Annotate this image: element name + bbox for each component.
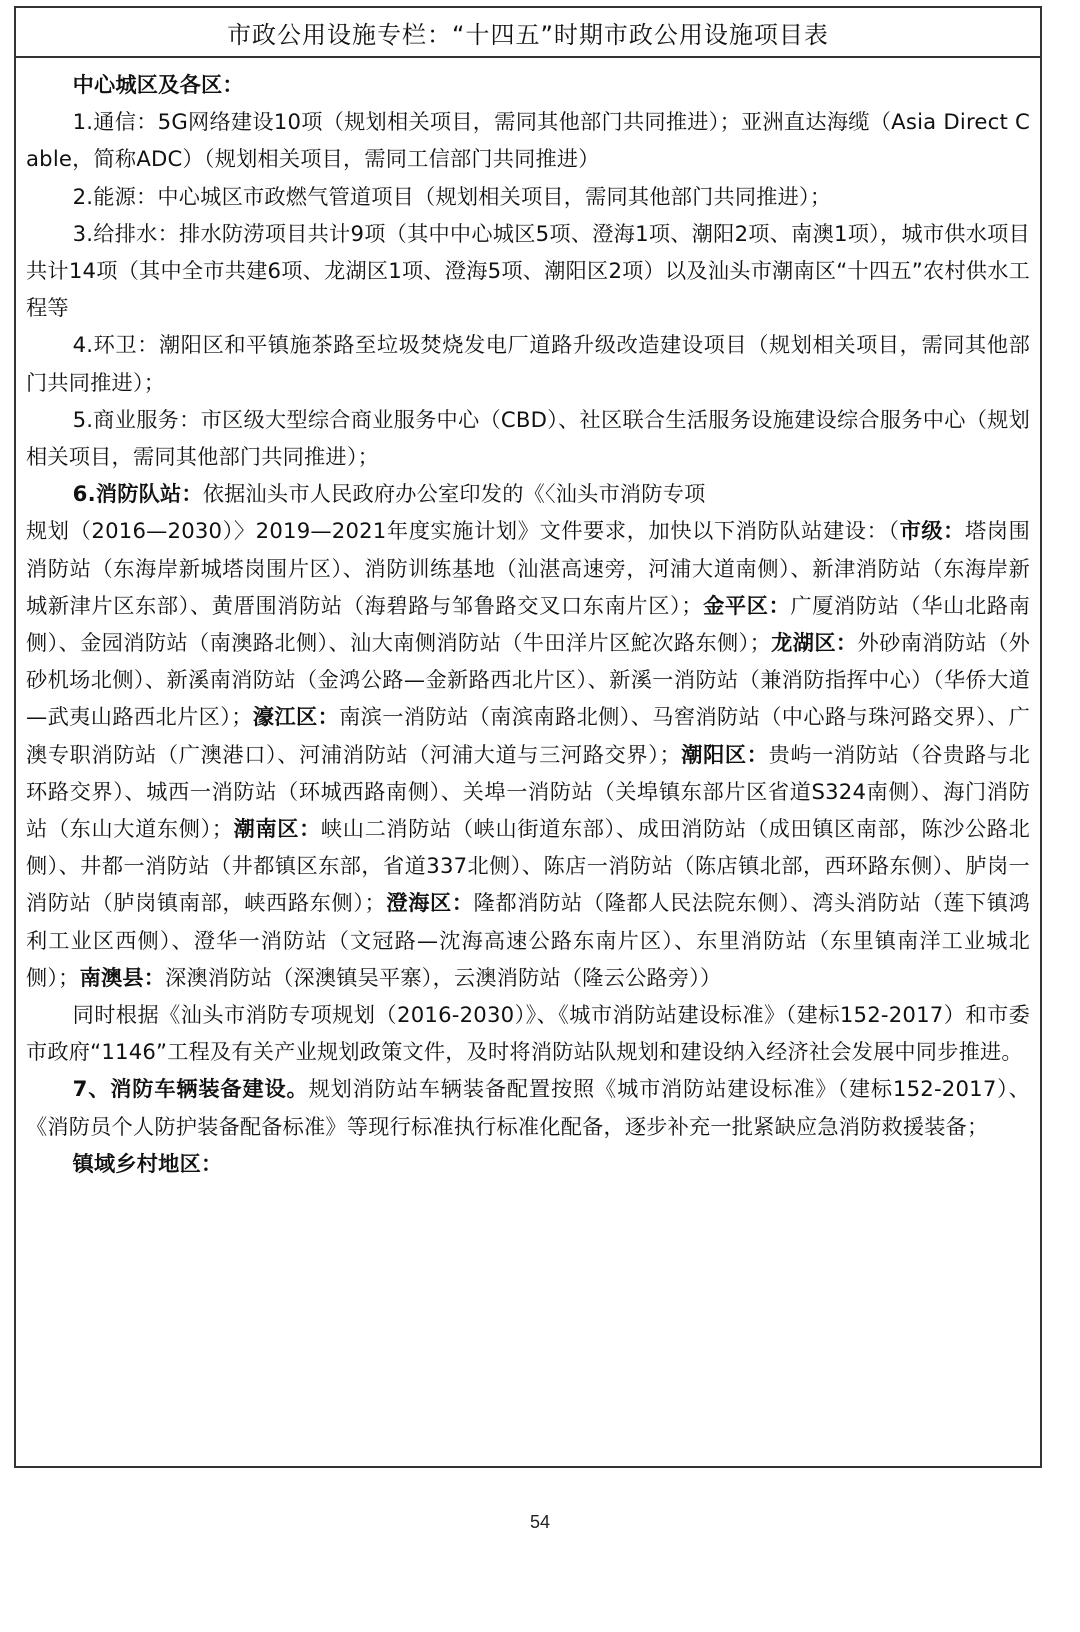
fire-stations-intro-text-2: 规划（2016—2030）〉2019—2021年度实施计划》文件要求，加快以下消防队站建设：（: [26, 518, 900, 544]
nanao-label: 南澳县：: [79, 964, 166, 990]
table-title: 市政公用设施专栏：“十四五”时期市政公用设施项目表: [16, 8, 1040, 58]
longhu-label: 龙湖区：: [770, 630, 858, 656]
chenghai-stations: 隆都消防站（隆都人民法院东侧）、湾头消防站（莲下镇鸿利工业区西侧）、澄华一消防站（文冠路—沈海高速公路东南片区）、东里消防站（东里镇南洋工业城北侧）；: [26, 890, 1030, 990]
fire-vehicles-text: 规划消防站车辆装备配置按照《城市消防站建设标准》（建标152-2017）、《消防员个人防护装备配备标准》等现行标准执行标准化配备，逐步补充一批紧缺应急消防救援装备；: [26, 1076, 1030, 1139]
page-number: 54: [529, 1512, 551, 1532]
item-fire-vehicles: [26, 1070, 1030, 1144]
nanao-stations: 深澳消防站（深澳镇吴平寨），云澳消防站（隆云公路旁））: [165, 964, 722, 990]
item-fire-stations-intro: [26, 475, 1030, 512]
item-sanitation: 4.环卫：潮阳区和平镇施茶路至垃圾焚烧发电厂道路升级改造建设项目（规划相关项目，需同其他部门共同推进）；: [26, 332, 1030, 395]
city-level-label: 市级：: [899, 518, 965, 544]
fire-vehicles-label: 7、消防车辆装备建设。: [72, 1076, 309, 1102]
jinping-stations: 广厦消防站（华山北路南侧）、金园消防站（南澳路北侧）、汕大南侧消防站（牛田洋片区鮀次路东侧）；: [26, 592, 1031, 656]
item-commercial: 5.商业服务：市区级大型综合商业服务中心（CBD）、社区联合生活服务设施建设综合服务中心（规划相关项目，需同其他部门共同推进）；: [26, 406, 1030, 470]
item-water: 3.给排水：排水防涝项目共计9项（其中中心城区5项、澄海1项、潮阳2项、南澳1项），城市供水项目共计14项（其中全市共建6项、龙湖区1项、澄海5项、潮阳区2项）以及汕头市潮南区“十四五”农村供水工程等: [26, 220, 1030, 321]
item-energy: 2.能源：中心城区市政燃气管道项目（规划相关项目，需同其他部门共同推进）；: [72, 183, 832, 209]
central-districts-heading: 中心城区及各区：: [72, 72, 244, 97]
jinping-label: 金平区：: [702, 592, 791, 618]
chaoyang-label: 潮阳区：: [680, 741, 769, 767]
chenghai-label: 澄海区：: [385, 890, 474, 916]
chaoyang-stations: 贵屿一消防站（谷贵路与北环路交界）、城西一消防站（环城西路南侧）、关埠一消防站（关埠镇东部片区省道S324南侧）、海门消防站（东山大道东侧）；: [26, 741, 1030, 842]
fire-stations-intro-text: 依据汕头市人民政府办公室印发的《〈汕头市消防专项: [202, 481, 706, 507]
chaonan-stations: 峡山二消防站（峡山街道东部）、成田消防站（成田镇区南部，陈沙公路北侧）、井都一消防站（井都镇区东部，省道337北侧）、陈店一消防站（陈店镇北部，西环路东侧）、胪岗一消防站（胪岗镇南部，峡西路东侧）；: [26, 816, 1030, 916]
haojiang-label: 濠江区：: [252, 704, 340, 730]
table-content: [16, 58, 1040, 1182]
project-table-box: [14, 6, 1042, 1468]
item-fire-stations-list: [26, 512, 1030, 996]
item-communication: 1.通信：5G网络建设10项（规划相关项目，需同其他部门共同推进）；亚洲直达海缆（Asia Direct Cable，简称ADC）（规划相关项目，需同工信部门共同推进）: [26, 109, 1030, 172]
town-rural-heading: 镇域乡村地区：: [72, 1150, 223, 1176]
fire-stations-label: 6.消防队站：: [72, 481, 203, 507]
haojiang-stations: 南滨一消防站（南滨南路北侧）、马窖消防站（中心路与珠河路交界）、广澳专职消防站（广澳港口）、河浦消防站（河浦大道与三河路交界）；: [26, 704, 1030, 767]
city-level-stations: 塔岗围消防站（东海岸新城塔岗围片区）、消防训练基地（汕湛高速旁，河浦大道南侧）、新津消防站（东海岸新城新津片区东部）、黄厝围消防站（海碧路与邹鲁路交叉口东南片区）；: [26, 518, 1030, 618]
longhu-stations: 外砂南消防站（外砂机场北侧）、新溪南消防站（金鸿公路—金新路西北片区）、新溪一消防站（兼消防指挥中心）（华侨大道—武夷山路西北片区）；: [26, 630, 1030, 730]
fire-stations-closing: 同时根据《汕头市消防专项规划（2016-2030）》、《城市消防站建设标准》（建标152-2017）和市委市政府“1146”工程及有关产业规划政策文件，及时将消防站队规划和建设纳入经济社会发展中同步推进。: [26, 1002, 1030, 1065]
chaonan-label: 潮南区：: [233, 816, 321, 842]
